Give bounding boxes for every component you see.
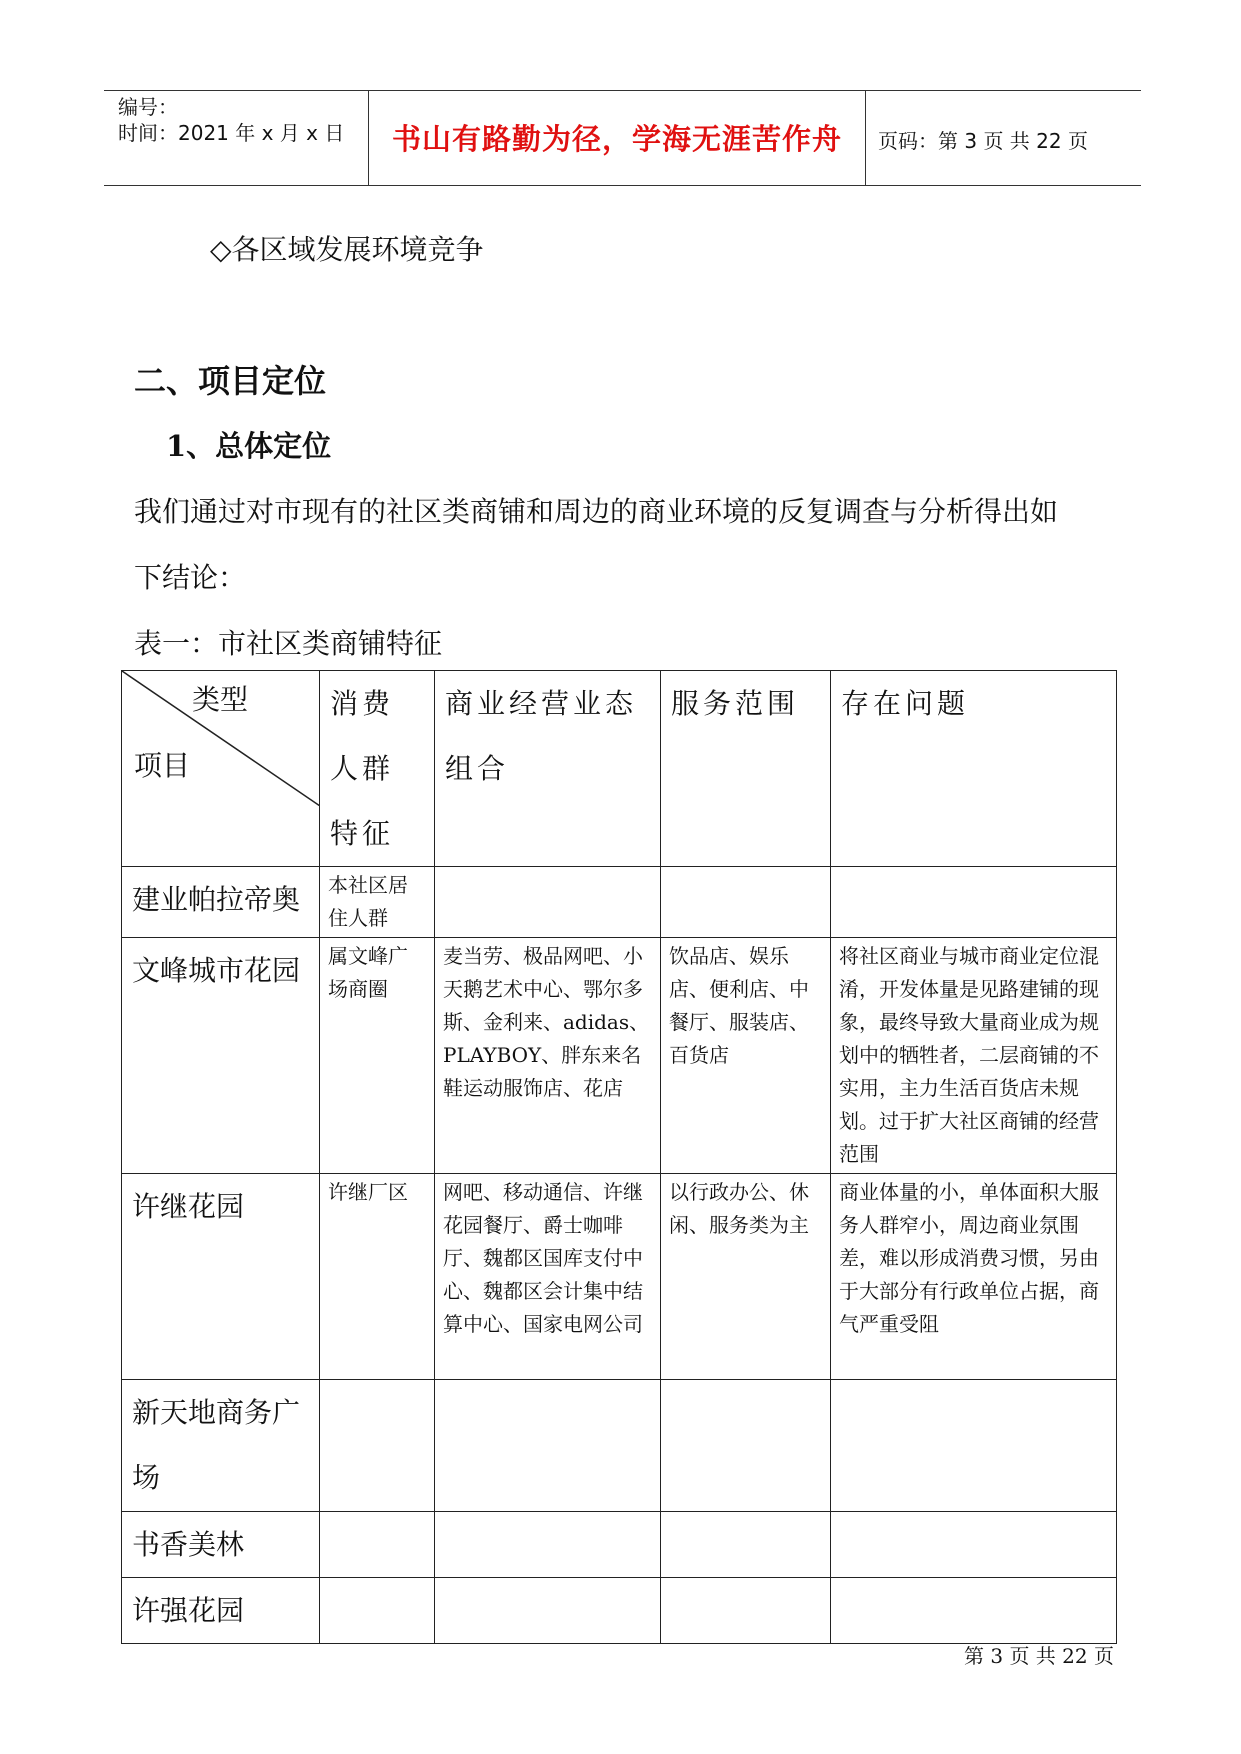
corner-header-cell	[122, 671, 320, 867]
header-left-cell	[104, 91, 368, 185]
header-business: 商业经营业态组合	[435, 671, 661, 867]
corner-type-label: 类型	[192, 683, 249, 716]
header-page-code: 页码：第 3 页 共 22 页	[878, 129, 1088, 153]
row-consumers: 许继厂区	[320, 1174, 435, 1380]
row-scope	[661, 1578, 831, 1644]
paragraph-line-1: 我们通过对市现有的社区类商铺和周边的商业环境的反复调查与分析得出如	[134, 495, 1059, 528]
row-consumers	[320, 1578, 435, 1644]
row-issues	[831, 1578, 1117, 1644]
document-number-label: 编号：	[118, 95, 178, 119]
row-business	[435, 867, 661, 938]
row-scope	[661, 1380, 831, 1512]
row-consumers: 本社区居住人群	[320, 867, 435, 938]
document-time-label: 时间：2021 年 x 月 x 日	[118, 121, 345, 145]
table-row	[122, 1512, 1117, 1578]
section-title: 二、项目定位	[134, 362, 327, 400]
row-business: 网吧、移动通信、许继花园餐厅、爵士咖啡厅、魏都区国库支付中心、魏都区会计集中结算中心、国家电网公司	[435, 1174, 661, 1380]
page-header	[104, 90, 1141, 186]
row-issues: 商业体量的小，单体面积大服务人群窄小，周边商业氛围差，难以形成消费习惯，另由于大部分有行政单位占据，商气严重受阻	[831, 1174, 1117, 1380]
header-consumers: 消费人群特征	[320, 671, 435, 867]
header-page-cell	[866, 91, 1141, 185]
row-name: 许强花园	[122, 1578, 320, 1644]
row-issues	[831, 1512, 1117, 1578]
table-row	[122, 938, 1117, 1174]
table-header-row	[122, 671, 1117, 867]
row-business	[435, 1512, 661, 1578]
row-name: 文峰城市花园	[122, 938, 320, 1174]
row-scope: 以行政办公、休闲、服务类为主	[661, 1174, 831, 1380]
header-scope: 服务范围	[661, 671, 831, 867]
row-consumers	[320, 1380, 435, 1512]
table-row	[122, 1380, 1117, 1512]
row-name: 许继花园	[122, 1174, 320, 1380]
row-name: 新天地商务广场	[122, 1380, 320, 1512]
row-business	[435, 1578, 661, 1644]
corner-project-label: 项目	[134, 749, 191, 782]
page-footer: 第 3 页 共 22 页	[964, 1644, 1114, 1668]
row-scope	[661, 867, 831, 938]
header-motto-cell	[368, 91, 866, 185]
row-name: 建业帕拉帝奥	[122, 867, 320, 938]
subsection-title: 1、总体定位	[166, 429, 332, 463]
bullet-item: ◇各区域发展环境竞争	[210, 233, 484, 266]
features-table	[121, 670, 1116, 1644]
header-motto: 书山有路勤为径，学海无涯苦作舟	[391, 122, 842, 156]
table-row	[122, 1174, 1117, 1380]
row-name: 书香美林	[122, 1512, 320, 1578]
row-issues	[831, 1380, 1117, 1512]
row-issues: 将社区商业与城市商业定位混淆，开发体量是见路建铺的现象，最终导致大量商业成为规划中的牺牲者，二层商铺的不实用，主力生活百货店未规划。过于扩大社区商铺的经营范围	[831, 938, 1117, 1174]
row-scope	[661, 1512, 831, 1578]
row-scope: 饮品店、娱乐店、便利店、中餐厅、服装店、百货店	[661, 938, 831, 1174]
paragraph-line-2: 下结论：	[134, 561, 247, 594]
row-issues	[831, 867, 1117, 938]
table-caption: 表一：市社区类商铺特征	[134, 627, 443, 660]
table-row	[122, 867, 1117, 938]
row-business	[435, 1380, 661, 1512]
row-business: 麦当劳、极品网吧、小天鹅艺术中心、鄂尔多斯、金利来、adidas、PLAYBOY、胖东来名鞋运动服饰店、花店	[435, 938, 661, 1174]
header-issues: 存在问题	[831, 671, 1117, 867]
table-row	[122, 1578, 1117, 1644]
row-consumers	[320, 1512, 435, 1578]
row-consumers: 属文峰广场商圈	[320, 938, 435, 1174]
